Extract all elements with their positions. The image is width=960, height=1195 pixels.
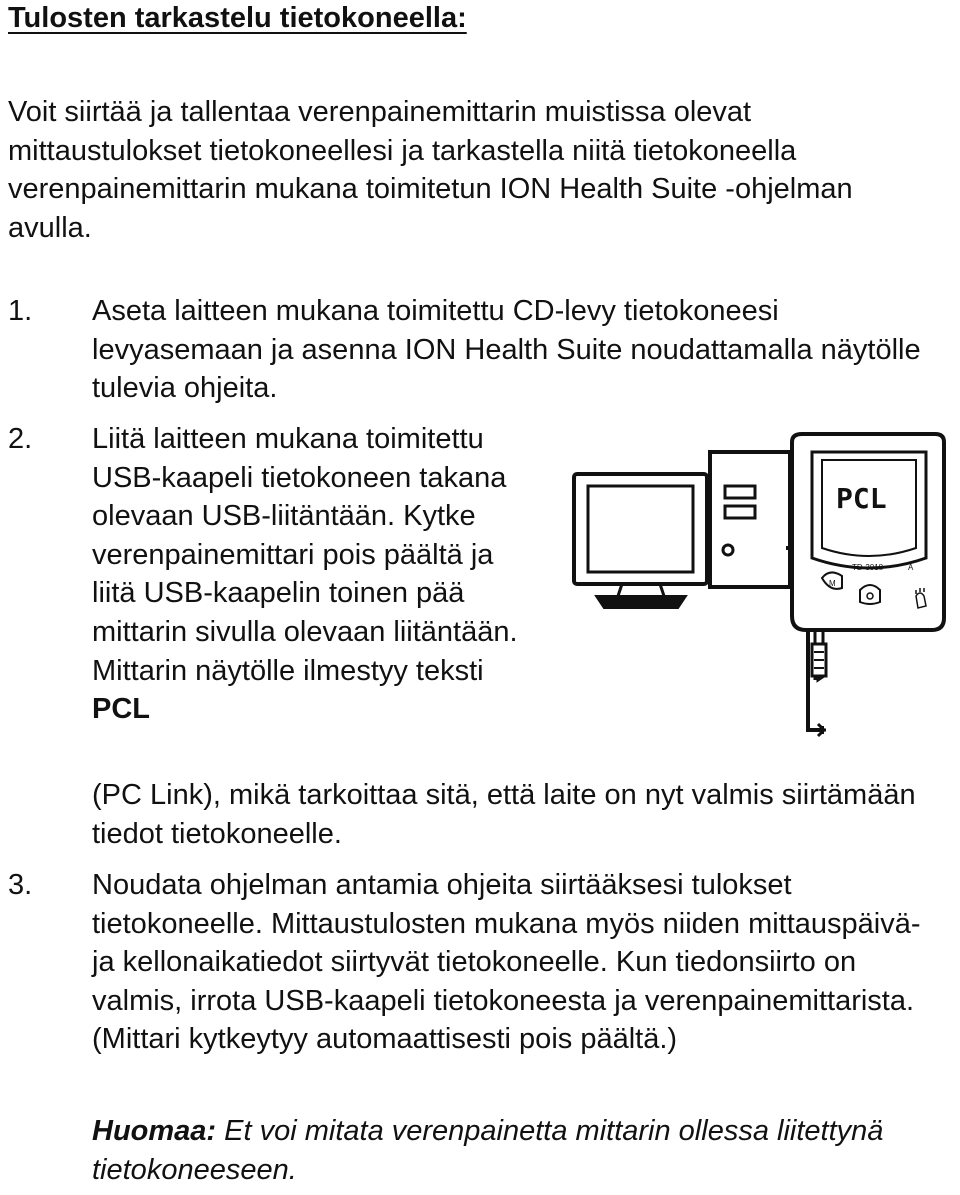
- monitor-display-text: PCL: [836, 482, 887, 515]
- monitor-corner-label: A: [908, 563, 914, 572]
- connection-illustration: [560, 430, 955, 760]
- monitor-model-label: TD-3018: [852, 563, 884, 572]
- step-text: Noudata ohjelman antamia ohjeita siirtääksesi tulokset tietokoneelle. Mittaustulosten mukana myös niiden mittauspäivä- ja kellonaikatiedot siirtyvät tietokoneelle. Kun tiedonsiirto on valmis, irrota USB-kaapeli tietokoneesta ja verenpainemittarista. (Mittari kytkeytyy automaattisesti pois päältä.): [92, 869, 921, 1056]
- note: [92, 1112, 942, 1189]
- computer-tower-icon: [710, 452, 790, 587]
- step-text: Aseta laitteen mukana toimitettu CD-levy tietokoneesi levyasemaan ja asenna ION Health Suite noudattamalla näytölle tulevia ohjeita.: [92, 295, 921, 405]
- pcl-highlight: PCL: [92, 693, 150, 726]
- step-text: [92, 420, 532, 729]
- step-text-after: (PC Link), mikä tarkoittaa sitä, että laite on nyt valmis siirtämään tiedot tietokoneelle.: [92, 779, 916, 850]
- step-text-before: Liitä laitteen mukana toimitettu USB-kaapeli tietokoneen takana olevaan USB-liitäntään. Kytke verenpainemittari pois päältä ja liitä USB-kaapelin toinen pää mittarin sivulla olevaan liitäntään. Mittarin näytölle ilmestyy teksti: [92, 423, 518, 687]
- step-number: 2.: [8, 423, 33, 455]
- monitor-m-button: M: [829, 579, 836, 588]
- intro-paragraph: Voit siirtää ja tallentaa verenpainemittarin muistissa olevat mittaustulokset tietokoneellesi ja tarkastella niitä tietokoneella verenpainemittarin mukana toimitetun ION Health Suite -ohjelman avulla.: [8, 96, 853, 244]
- page-title: Tulosten tarkastelu tietokoneella:: [8, 2, 467, 34]
- step-number: 1.: [8, 295, 33, 327]
- blood-pressure-monitor-icon: [792, 434, 944, 630]
- note-label: Huomaa:: [92, 1115, 217, 1147]
- step-number: 3.: [8, 869, 33, 901]
- note-text: Et voi mitata verenpainetta mittarin ollessa liitettynä tietokoneeseen.: [92, 1115, 884, 1186]
- computer-monitor-icon: [574, 474, 707, 608]
